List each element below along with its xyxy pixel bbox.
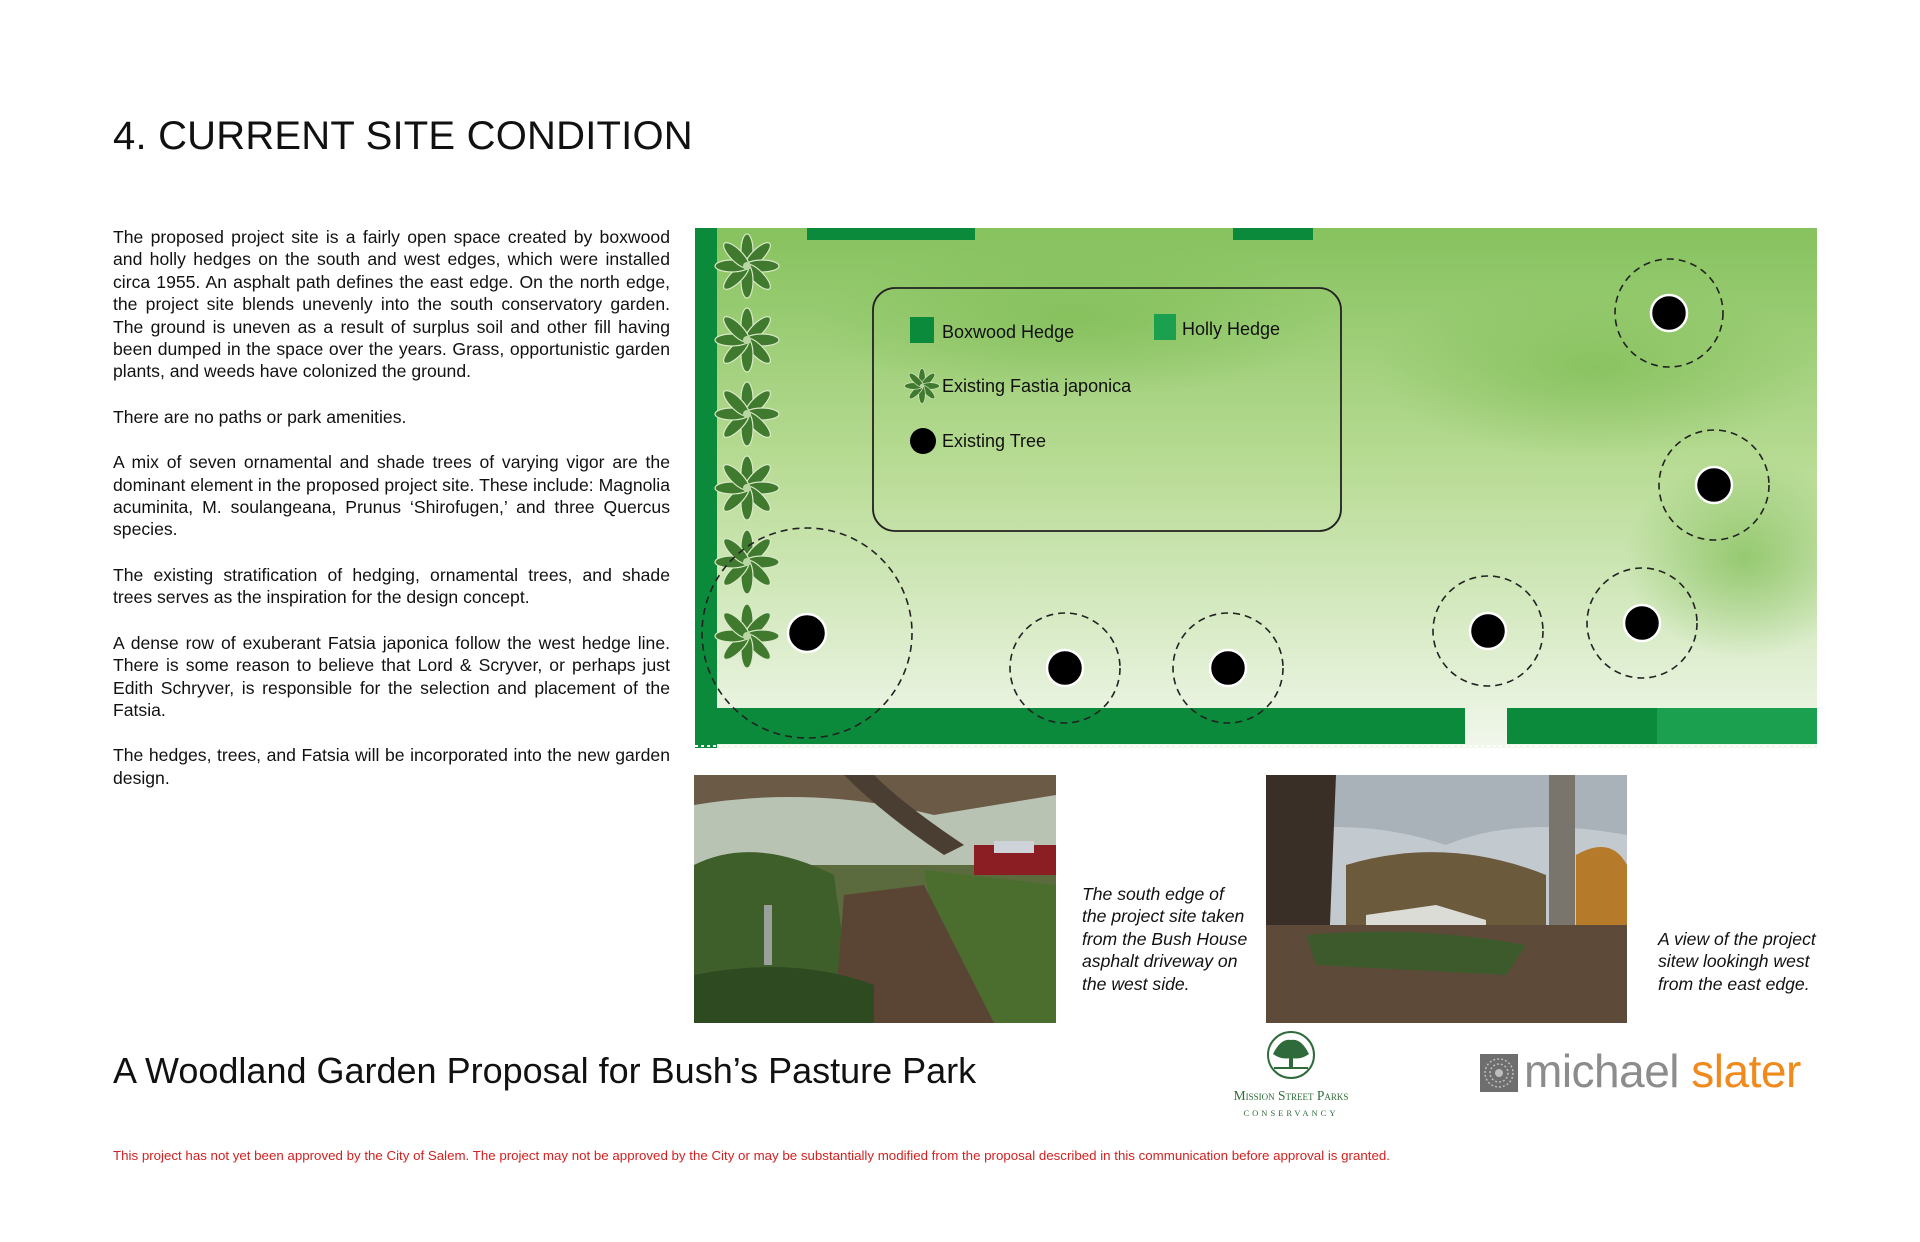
paragraph-amenities: There are no paths or park amenities. xyxy=(113,406,407,427)
disclaimer: This project has not yet been approved by the City of Salem. The project may not be approved by the City or may be substantially modified from the proposal described in this communication before approval is granted. xyxy=(113,1148,1390,1163)
logo-last-name: slater xyxy=(1691,1045,1801,1097)
legend-holly: Holly Hedge xyxy=(1182,319,1281,339)
michael-slater-logo xyxy=(1524,1046,1801,1096)
grass-patch xyxy=(815,238,1335,398)
body-text xyxy=(113,226,670,812)
boxwood-swatch xyxy=(910,317,934,343)
north-hedge-segment xyxy=(807,228,975,240)
photo-south-edge xyxy=(694,775,1056,1023)
tree-swatch-icon xyxy=(910,428,936,454)
mission-street-parks-logo xyxy=(1206,1030,1376,1122)
caption-east-view: A view of the project sitew lookingh west from the east edge. xyxy=(1658,929,1816,994)
paragraph-site-description: The proposed project site is a fairly open space created by boxwood and holly hedges on the south and west edges, which were installed circa 1955. An asphalt path defines the east edge. On the north edge, the project site blends unevenly into the south conservatory garden. The ground is uneven as a result of surplus soil and other fill having been dumped in the space over the years. Grass, opportunistic garden plants, and weeds have colonized the ground. xyxy=(113,227,670,382)
south-hedge-holly xyxy=(1657,708,1817,744)
west-hedge xyxy=(695,228,717,748)
msp-logo-name: Mission Street Parks xyxy=(1233,1088,1349,1103)
photo-east-view xyxy=(1266,775,1627,1023)
paragraph-trees: A mix of seven ornamental and shade trees of varying vigor are the dominant element in the proposed project site. These include: Magnolia acuminita, M. soulangeana, Prunus ‘Shirofugen,’ and three Quercus species. xyxy=(113,452,670,540)
grass-patch xyxy=(1375,278,1815,458)
caption-south-edge: The south edge of the project site taken from the Bush House asphalt driveway on the west side. xyxy=(1082,884,1248,994)
fatsia-swatch-icon xyxy=(904,368,939,403)
page-title: 4. CURRENT SITE CONDITION xyxy=(113,114,693,158)
legend-tree: Existing Tree xyxy=(942,431,1047,451)
site-plan xyxy=(695,228,1817,748)
paragraph-incorporation: The hedges, trees, and Fatsia will be incorporated into the new garden design. xyxy=(113,745,670,788)
holly-swatch xyxy=(1154,314,1176,340)
msp-logo-subtitle: CONSERVANCY xyxy=(1243,1108,1339,1118)
michael-slater-emblem-icon xyxy=(1480,1054,1518,1092)
south-hedge-middle xyxy=(1507,708,1657,744)
legend-fatsia: Existing Fastia japonica xyxy=(942,376,1132,396)
legend-boxwood: Boxwood Hedge xyxy=(942,322,1075,342)
paragraph-stratification: The existing stratification of hedging, ornamental trees, and shade trees serves as the inspiration for the design concept. xyxy=(113,564,670,608)
north-hedge-segment xyxy=(1233,228,1313,240)
paragraph-fatsia: A dense row of exuberant Fatsia japonica follow the west hedge line. There is some reason to believe that Lord & Scryver, or perhaps just Edith Schryver, is responsible for the selection and placement of the Fatsia. xyxy=(113,632,670,720)
footer-title: A Woodland Garden Proposal for Bush’s Pasture Park xyxy=(113,1050,977,1091)
logo-first-name: michael xyxy=(1524,1045,1680,1097)
